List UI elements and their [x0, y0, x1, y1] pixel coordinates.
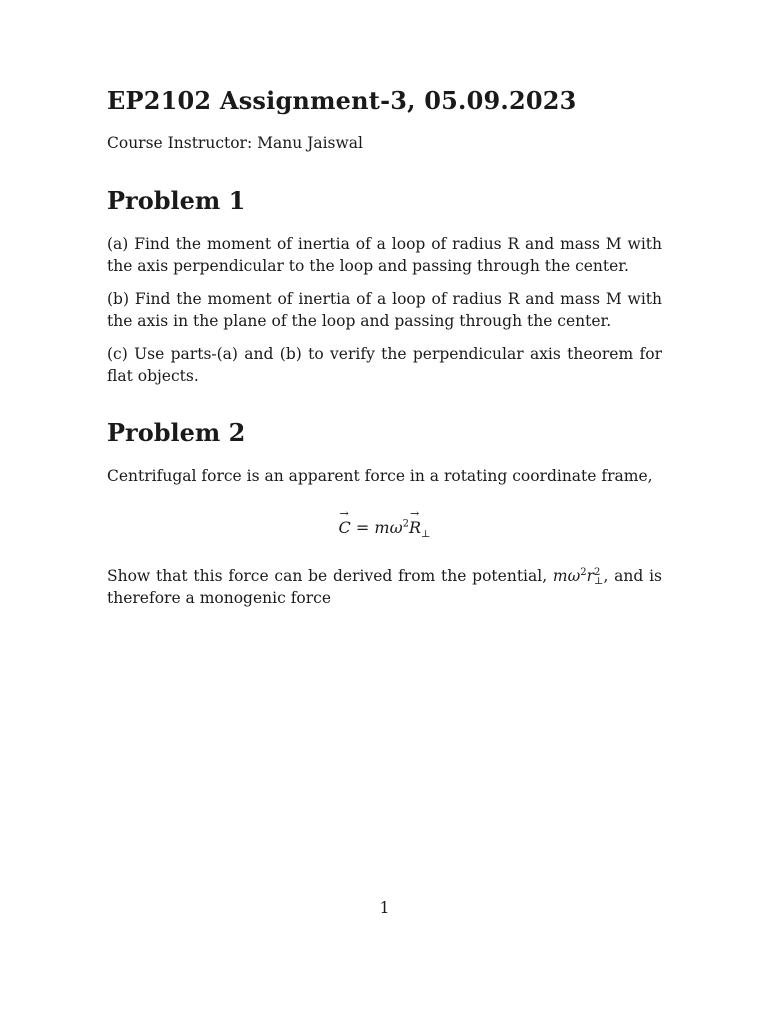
problem-1-part-b: (b) Find the moment of inertia of a loop of radius R and mass M with the axis in the plane of the loop and passing through the center. — [107, 290, 662, 330]
problem-1-heading: Problem 1 — [107, 186, 246, 215]
potential-r: r — [586, 567, 595, 586]
omega-symbol: ω — [389, 518, 403, 537]
perpendicular-subscript: ⊥ — [421, 529, 431, 541]
problem-2-intro: Centrifugal force is an apparent force in a rotating coordinate frame, — [107, 467, 653, 485]
course-instructor: Course Instructor: Manu Jaiswal — [107, 134, 363, 152]
potential-mass: m — [552, 567, 568, 586]
potential-omega-exponent: 2 — [580, 567, 587, 578]
document-title: EP2102 Assignment-3, 05.09.2023 — [107, 86, 577, 115]
statement-prefix: Show that this force can be derived from the potential, — [107, 567, 553, 586]
statement-suffix: , and is therefore a monogenic force — [107, 567, 662, 608]
force-vector-symbol: → C — [339, 518, 351, 537]
document-page — [107, 0, 662, 1024]
potential-r-exponent: 2 — [594, 567, 601, 579]
potential-r-subscript: ⊥ — [594, 576, 604, 588]
centrifugal-force-equation — [107, 518, 662, 540]
radius-vector-symbol: → R — [409, 518, 421, 537]
problem-2-statement — [107, 562, 662, 609]
page-number: 1 — [379, 899, 390, 917]
omega-exponent: 2 — [402, 518, 409, 530]
problem-1-part-c: (c) Use parts-(a) and (b) to verify the perpendicular axis theorem for flat objects. — [107, 345, 662, 385]
mass-symbol: m — [374, 518, 390, 537]
potential-omega: ω — [567, 567, 581, 586]
problem-1-part-a: (a) Find the moment of inertia of a loop of radius R and mass M with the axis perpendicular to the loop and passing through the center. — [107, 235, 662, 275]
problem-2-heading: Problem 2 — [107, 418, 246, 447]
equals-sign: = — [355, 518, 370, 537]
